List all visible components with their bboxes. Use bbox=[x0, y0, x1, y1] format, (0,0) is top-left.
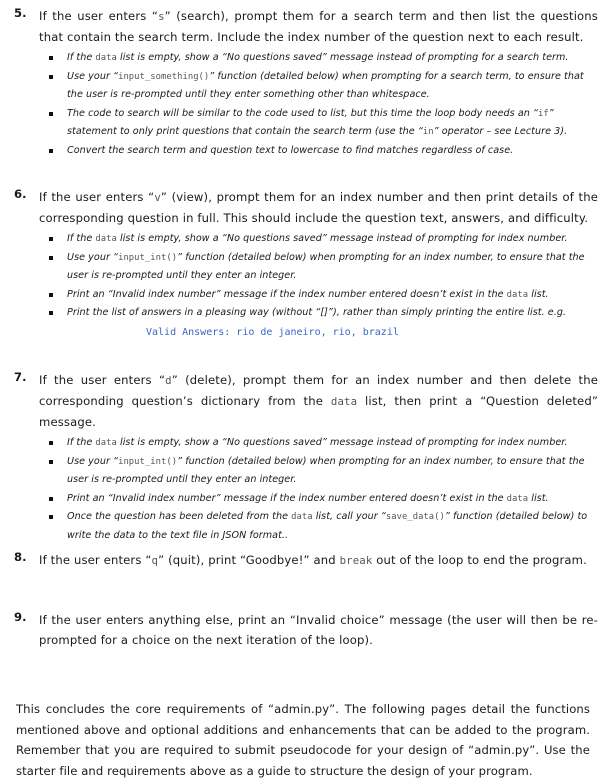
requirement-9 bbox=[14, 610, 598, 650]
code-term: data bbox=[330, 395, 358, 408]
bullet-point: If the data list is empty, show a “No questions saved” message instead of prompting for index number. bbox=[67, 434, 598, 453]
bullet-point: Print an “Invalid index number” message if the index number entered doesn’t exist in the data list. bbox=[67, 286, 598, 305]
item-number: 8. bbox=[14, 550, 27, 564]
code-term: input_int() bbox=[118, 456, 178, 467]
code-term: data bbox=[506, 493, 529, 504]
bullet-point: Use your “input_int()” function (detailed below) when prompting for an index number, to ensure that the user is re-prompted until they enter an integer. bbox=[67, 453, 598, 490]
code-term: input_int() bbox=[118, 252, 178, 263]
code-term: input_something() bbox=[118, 71, 210, 82]
bullet-point: The code to search will be similar to the code used to list, but this time the loop body needs an “if” statement to only print questions that contain the search term (use the “in” operator – see Lecture 3). bbox=[67, 105, 598, 142]
code-term: data bbox=[95, 53, 117, 63]
code-term: break bbox=[339, 554, 373, 567]
requirement-8 bbox=[14, 550, 598, 571]
bullet-point: Convert the search term and question text to lowercase to find matches regardless of case. bbox=[67, 142, 598, 161]
conclusion-paragraph: This concludes the core requirements of “admin.py”. The following pages detail the functions mentioned above and optional additions and enhancements that can be added to the program. Remember that you are required to submit pseudocode for your design of “admin.py”. Use the starter file and requirements above as a guide to structure the design of your program. bbox=[16, 702, 590, 778]
bullet-point: Use your “input_int()” function (detailed below) when prompting for an index number, to ensure that the user is re-prompted until they enter an integer. bbox=[67, 249, 598, 286]
requirement-text: If the user enters anything else, print an “Invalid choice” message (the user will then be re-prompted for a choice on the next iteration of the loop). bbox=[39, 613, 598, 647]
bullet-point: Use your “input_something()” function (detailed below) when prompting for a search term, to ensure that the user is re-prompted until they enter something other than whitespace. bbox=[67, 68, 598, 105]
requirement-6 bbox=[14, 187, 598, 341]
code-term: data bbox=[506, 289, 529, 300]
requirement-7 bbox=[14, 370, 598, 545]
bullet-point: Once the question has been deleted from the data list, call your “save_data()” function (detailed below) to write the data to the text file in JSON format.. bbox=[67, 508, 598, 545]
item-number: 5. bbox=[14, 6, 27, 20]
bullet-point: If the data list is empty, show a “No questions saved” message instead of prompting for a search term. bbox=[67, 49, 598, 68]
code-term: s bbox=[158, 10, 165, 23]
code-term: in bbox=[422, 127, 434, 137]
code-term: data bbox=[95, 438, 117, 448]
bullet-point: If the data list is empty, show a “No questions saved” message instead of prompting for index number. bbox=[67, 230, 598, 249]
example-output: Valid Answers: rio de janeiro, rio, brazil bbox=[146, 326, 399, 338]
item-number: 9. bbox=[14, 610, 27, 624]
item-number: 6. bbox=[14, 187, 27, 201]
item-number: 7. bbox=[14, 370, 27, 384]
requirement-text: If the user enters “d” (delete), prompt them for an index number and then delete the corresponding question’s dictionary from the data list, then print a “Question deleted” message. bbox=[39, 373, 599, 429]
code-term: v bbox=[154, 191, 161, 204]
code-term: save_data() bbox=[385, 512, 445, 522]
code-term: q bbox=[151, 554, 159, 567]
bullet-point: Print the list of answers in a pleasing way (without “[]”), rather than simply printing the entire list. e.g. bbox=[67, 304, 598, 323]
requirement-text: If the user enters “q” (quit), print “Goodbye!” and break out of the loop to end the program. bbox=[39, 553, 587, 567]
bullet-point: Print an “Invalid index number” message if the index number entered doesn’t exist in the data list. bbox=[67, 490, 598, 509]
code-term: if bbox=[538, 108, 549, 119]
requirement-text: If the user enters “v” (view), prompt them for an index number and then print details of the corresponding question in full. This should include the question text, answers, and difficulty. bbox=[39, 190, 599, 225]
requirement-text: If the user enters “s” (search), prompt them for a search term and then list the questions that contain the search term. Include the index number of the question next to each result. bbox=[39, 9, 598, 44]
code-term: data bbox=[95, 234, 117, 244]
requirement-5 bbox=[14, 6, 598, 160]
code-term: data bbox=[291, 512, 313, 522]
code-term: d bbox=[165, 374, 172, 387]
